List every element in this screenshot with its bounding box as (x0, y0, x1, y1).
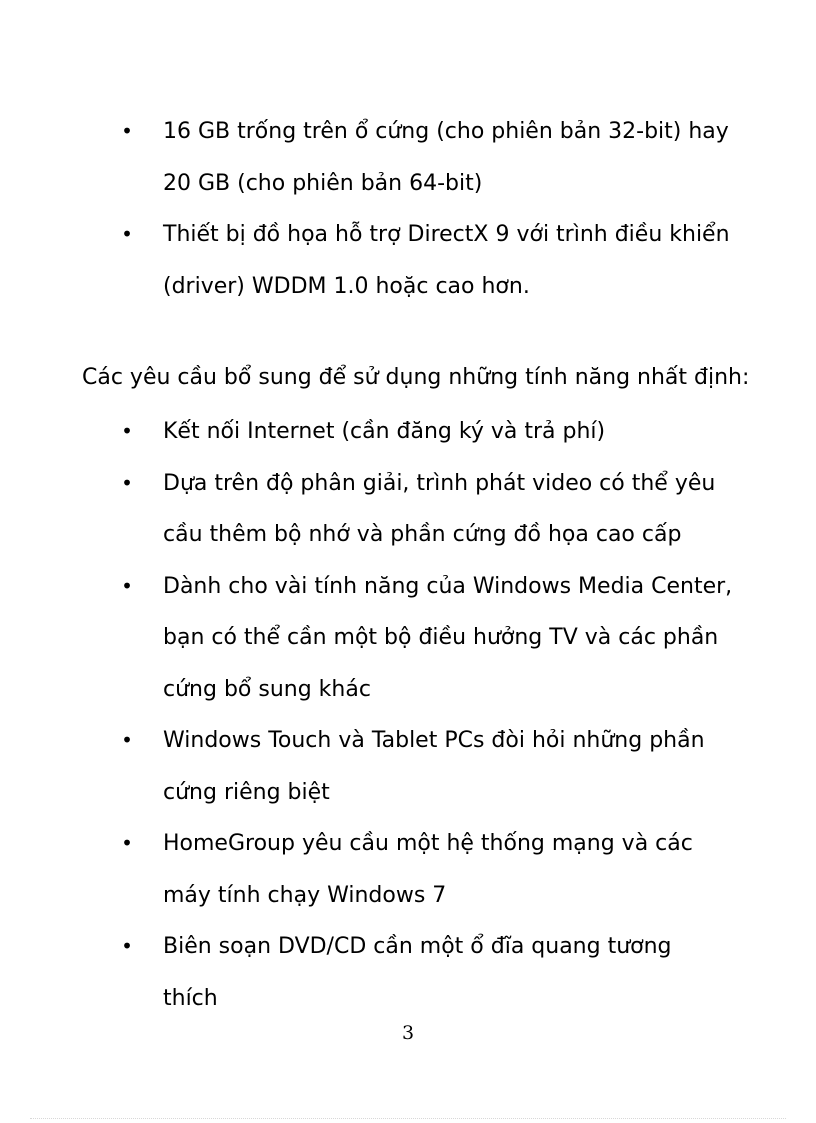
bullet-icon: • (121, 119, 133, 143)
additional-requirements-intro: Các yêu cầu bổ sung để sử dụng những tính năng nhất định: (82, 365, 750, 390)
list-item (0, 106, 733, 209)
list-item-text: Kết nối Internet (cần đăng ký và trả phí) (163, 419, 606, 444)
bullet-icon: • (121, 470, 133, 495)
page-number: 3 (401, 1022, 415, 1044)
list-item (0, 818, 733, 921)
hardware-requirements-list (0, 106, 816, 312)
list-item-text: Dành cho vài tính năng của Windows Media Center, bạn có thể cần một bộ điều hưởng TV và các phần cứng bổ sung khác (163, 573, 733, 702)
bullet-icon: • (121, 222, 133, 246)
bullet-icon: • (121, 934, 133, 958)
list-item-text: Thiết bị đồ họa hỗ trợ DirectX 9 với trình điều khiển (driver) WDDM 1.0 hoặc cao hơn. (163, 222, 730, 299)
list-item-text: 16 GB trống trên ổ cứng (cho phiên bản 32-bit) hay 20 GB (cho phiên bản 64-bit) (163, 119, 729, 196)
page-bottom-divider (30, 1118, 786, 1119)
list-item (0, 921, 733, 1024)
bullet-icon: • (121, 831, 133, 855)
list-item-text: Biên soạn DVD/CD cần một ổ đĩa quang tương thích (163, 934, 672, 1011)
list-item (0, 458, 733, 561)
list-item (0, 209, 733, 312)
additional-requirements-list (0, 406, 816, 1024)
list-item (0, 715, 733, 818)
list-item-text: Windows Touch và Tablet PCs đòi hỏi những phần cứng riêng biệt (163, 728, 705, 805)
list-item (0, 561, 733, 716)
bullet-icon: • (121, 419, 133, 443)
bullet-icon: • (121, 728, 133, 752)
list-item-text: HomeGroup yêu cầu một hệ thống mạng và các máy tính chạy Windows 7 (163, 831, 693, 908)
list-item (0, 406, 733, 458)
bullet-icon: • (121, 573, 133, 598)
list-item-text: Dựa trên độ phân giải, trình phát video có thể yêu cầu thêm bộ nhớ và phần cứng đồ họa cao cấp (163, 470, 716, 547)
